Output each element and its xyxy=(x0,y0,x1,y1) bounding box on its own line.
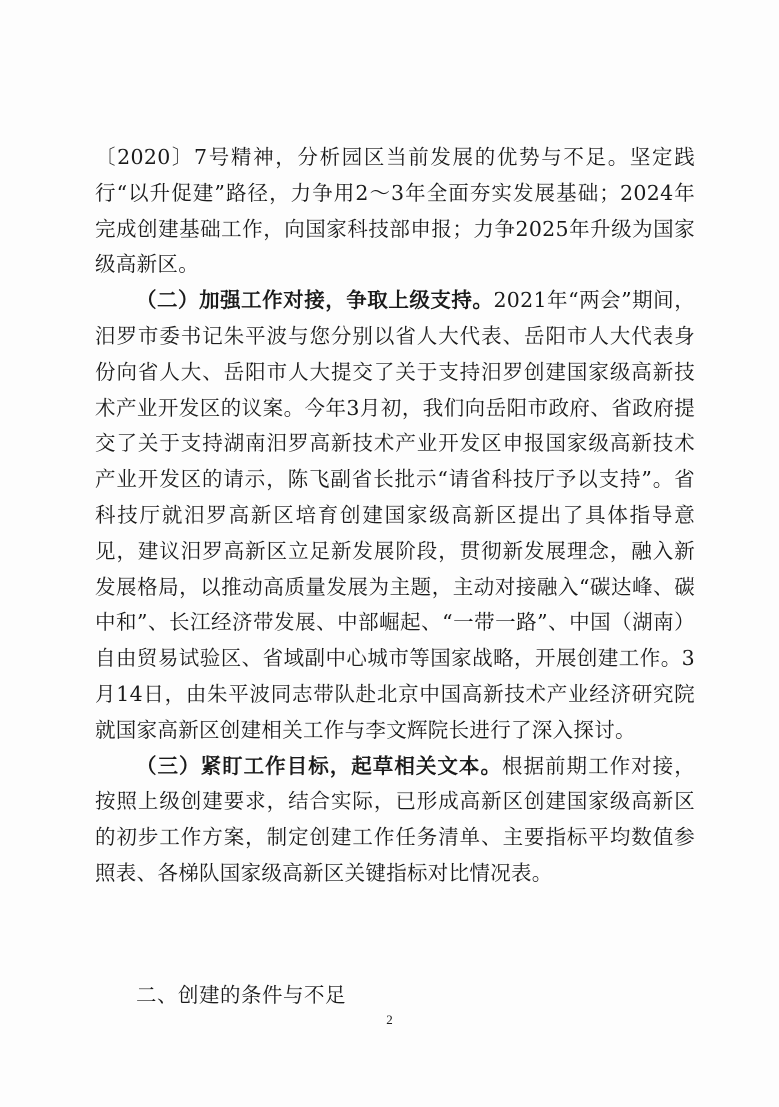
paragraph-1: 〔2020〕7号精神，分析园区当前发展的优势与不足。坚定践行“以升促建”路径，力争用2～3年全面夯实发展基础；2024年完成创建基础工作，向国家科技部申报；力争2025年升级为国家级高新区。 xyxy=(95,145,695,277)
body-text xyxy=(95,140,695,892)
page-number: 2 xyxy=(386,1012,393,1027)
paragraph-2-heading: （二）加强工作对接，争取上级支持。 xyxy=(136,288,494,313)
section-heading: 二、创建的条件与不足 xyxy=(136,983,346,1007)
paragraph-3-heading: （三）紧盯工作目标，起草相关文本。 xyxy=(136,753,502,778)
paragraph-3-body: 根据前期工作对接，按照上级创建要求，结合实际，已形成高新区创建国家级高新区的初步工作方案，制定创建工作任务清单、主要指标平均数值参照表、各梯队国家级高新区关键指标对比情况表。 xyxy=(95,753,695,885)
paragraph-2-body: 2021年“两会”期间，汨罗市委书记朱平波与您分别以省人大代表、岳阳市人大代表身份向省人大、岳阳市人大提交了关于支持汨罗创建国家级高新技术产业开发区的议案。今年3月初，我们向岳阳市政府、省政府提交了关于支持湖南汨罗高新技术产业开发区申报国家级高新技术产业开发区的请示，陈飞副省长批示“请省科技厅予以支持”。省科技厅就汨罗高新区培育创建国家级高新区提出了具体指导意见，建议汨罗高新区立足新发展阶段，贯彻新发展理念，融入新发展格局，以推动高质量发展为主题，主动对接融入“碳达峰、碳中和”、长江经济带发展、中部崛起、“一带一路”、中国（湖南）自由贸易试验区、省域副中心城市等国家战略，开展创建工作。3月14日，由朱平波同志带队赴北京中国高新技术产业经济研究院就国家高新区创建相关工作与李文辉院长进行了深入探讨。 xyxy=(95,288,695,742)
paragraph-3 xyxy=(95,749,695,892)
paragraph-2 xyxy=(95,283,695,748)
